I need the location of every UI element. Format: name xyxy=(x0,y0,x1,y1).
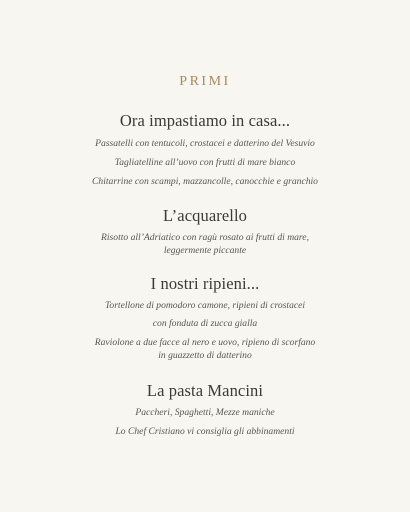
section-heading: La pasta Mancini xyxy=(146,381,264,400)
section-heading: L’acquarello xyxy=(163,206,247,225)
dish-pasta-formats: Paccheri, Spaghetti, Mezze maniche xyxy=(135,407,275,418)
dish-tortellone: Tortellone di pomodoro camone, ripieni di crostacei xyxy=(104,300,306,311)
dish-line xyxy=(0,232,410,244)
menu-section-acquarello xyxy=(0,206,410,226)
dish-line xyxy=(0,176,410,188)
dish-line xyxy=(0,426,410,438)
dish-line xyxy=(0,350,410,362)
chef-recommendation: Lo Chef Cristiano vi consiglia gli abbinamenti xyxy=(115,426,295,437)
menu-section-pasta-mancini xyxy=(0,381,410,401)
dish-tagliatelline: Tagliatelline all’uovo con frutti di mare bianco xyxy=(114,157,296,168)
dish-passatelli: Passatelli con tentucoli, crostacei e datterino del Vesuvio xyxy=(95,138,315,149)
dish-line xyxy=(0,337,410,349)
dish-risotto-note: leggermente piccante xyxy=(163,245,247,256)
dish-chitarrine: Chitarrine con scampi, mazzancolle, canocchie e granchio xyxy=(92,176,318,187)
menu-section-ora-impastiamo xyxy=(0,111,410,131)
dish-raviolone: Raviolone a due facce al nero e uovo, ripieno di scorfano xyxy=(94,337,316,348)
section-heading: Ora impastiamo in casa... xyxy=(119,111,291,130)
dish-line xyxy=(0,138,410,150)
menu-title: PRIMI xyxy=(179,74,231,89)
dish-line xyxy=(0,318,410,330)
dish-tortellone-sauce: con fonduta di zucca gialla xyxy=(152,318,258,329)
dish-raviolone-sauce: in guazzetto di datterino xyxy=(158,350,252,361)
dish-line xyxy=(0,407,410,419)
dish-line xyxy=(0,245,410,257)
section-heading: I nostri ripieni... xyxy=(150,274,260,293)
dish-line xyxy=(0,300,410,312)
dish-line xyxy=(0,157,410,169)
menu-section-ripieni xyxy=(0,274,410,294)
dish-risotto: Risotto all’Adriatico con ragù rosato ai frutti di mare, xyxy=(101,232,309,243)
